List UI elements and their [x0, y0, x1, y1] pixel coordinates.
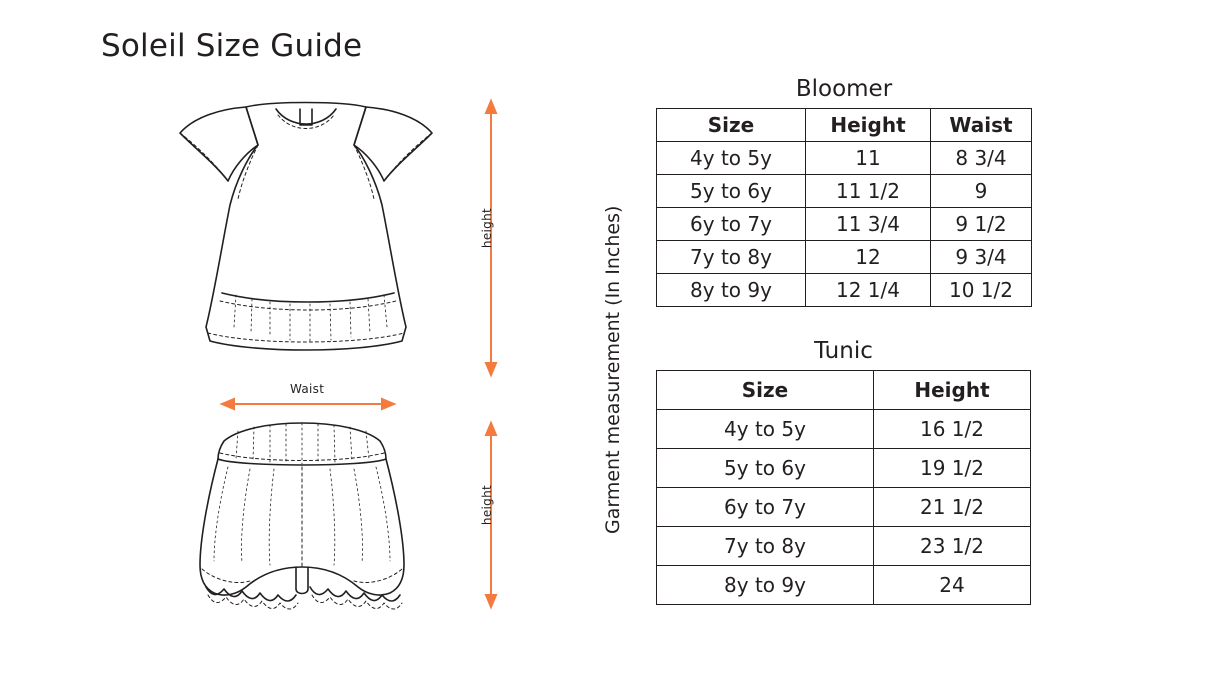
- garment-illustration: [150, 95, 550, 640]
- cell-height: 24: [874, 566, 1031, 605]
- table-row: [657, 527, 1031, 566]
- cell-size: 4y to 5y: [657, 142, 806, 175]
- tunic-height-label: height: [480, 208, 494, 249]
- bloomer-height-label: height: [480, 485, 494, 526]
- column-header-size: Size: [657, 371, 874, 410]
- bloomer-table-caption: Bloomer: [795, 76, 893, 102]
- cell-height: 12: [806, 241, 931, 274]
- table-row: [657, 410, 1031, 449]
- bloomer-size-table: [656, 108, 1032, 307]
- cell-waist: 8 3/4: [931, 142, 1032, 175]
- cell-height: 23 1/2: [874, 527, 1031, 566]
- cell-waist: 10 1/2: [931, 274, 1032, 307]
- table-row: [657, 274, 1032, 307]
- cell-height: 19 1/2: [874, 449, 1031, 488]
- table-row: [657, 208, 1032, 241]
- cell-height: 11 3/4: [806, 208, 931, 241]
- cell-size: 7y to 8y: [657, 527, 874, 566]
- cell-height: 11 1/2: [806, 175, 931, 208]
- column-header-size: Size: [657, 109, 806, 142]
- tunic-size-table: [656, 370, 1031, 605]
- cell-size: 8y to 9y: [657, 566, 874, 605]
- cell-height: 16 1/2: [874, 410, 1031, 449]
- page-title: Soleil Size Guide: [101, 28, 363, 64]
- garment-illustration-svg: [150, 95, 550, 640]
- table-row: [657, 241, 1032, 274]
- cell-waist: 9: [931, 175, 1032, 208]
- cell-height: 21 1/2: [874, 488, 1031, 527]
- cell-height: 12 1/4: [806, 274, 931, 307]
- table-row: [657, 175, 1032, 208]
- cell-size: 8y to 9y: [657, 274, 806, 307]
- cell-waist: 9 1/2: [931, 208, 1032, 241]
- table-header-row: [657, 371, 1031, 410]
- table-row: [657, 488, 1031, 527]
- tunic-table-block: [656, 338, 1031, 605]
- cell-size: 5y to 6y: [657, 449, 874, 488]
- column-header-waist: Waist: [931, 109, 1032, 142]
- cell-waist: 9 3/4: [931, 241, 1032, 274]
- cell-size: 4y to 5y: [657, 410, 874, 449]
- column-header-height: Height: [874, 371, 1031, 410]
- column-header-height: Height: [806, 109, 931, 142]
- cell-size: 6y to 7y: [657, 208, 806, 241]
- table-row: [657, 566, 1031, 605]
- table-row: [657, 449, 1031, 488]
- cell-size: 7y to 8y: [657, 241, 806, 274]
- cell-size: 5y to 6y: [657, 175, 806, 208]
- table-header-row: [657, 109, 1032, 142]
- bloomer-table-block: [656, 76, 1032, 307]
- cell-height: 11: [806, 142, 931, 175]
- measurement-axis-caption: Garment measurement (In Inches): [602, 205, 624, 535]
- tunic-table-caption: Tunic: [814, 338, 873, 364]
- waist-label: Waist: [290, 382, 325, 396]
- cell-size: 6y to 7y: [657, 488, 874, 527]
- table-row: [657, 142, 1032, 175]
